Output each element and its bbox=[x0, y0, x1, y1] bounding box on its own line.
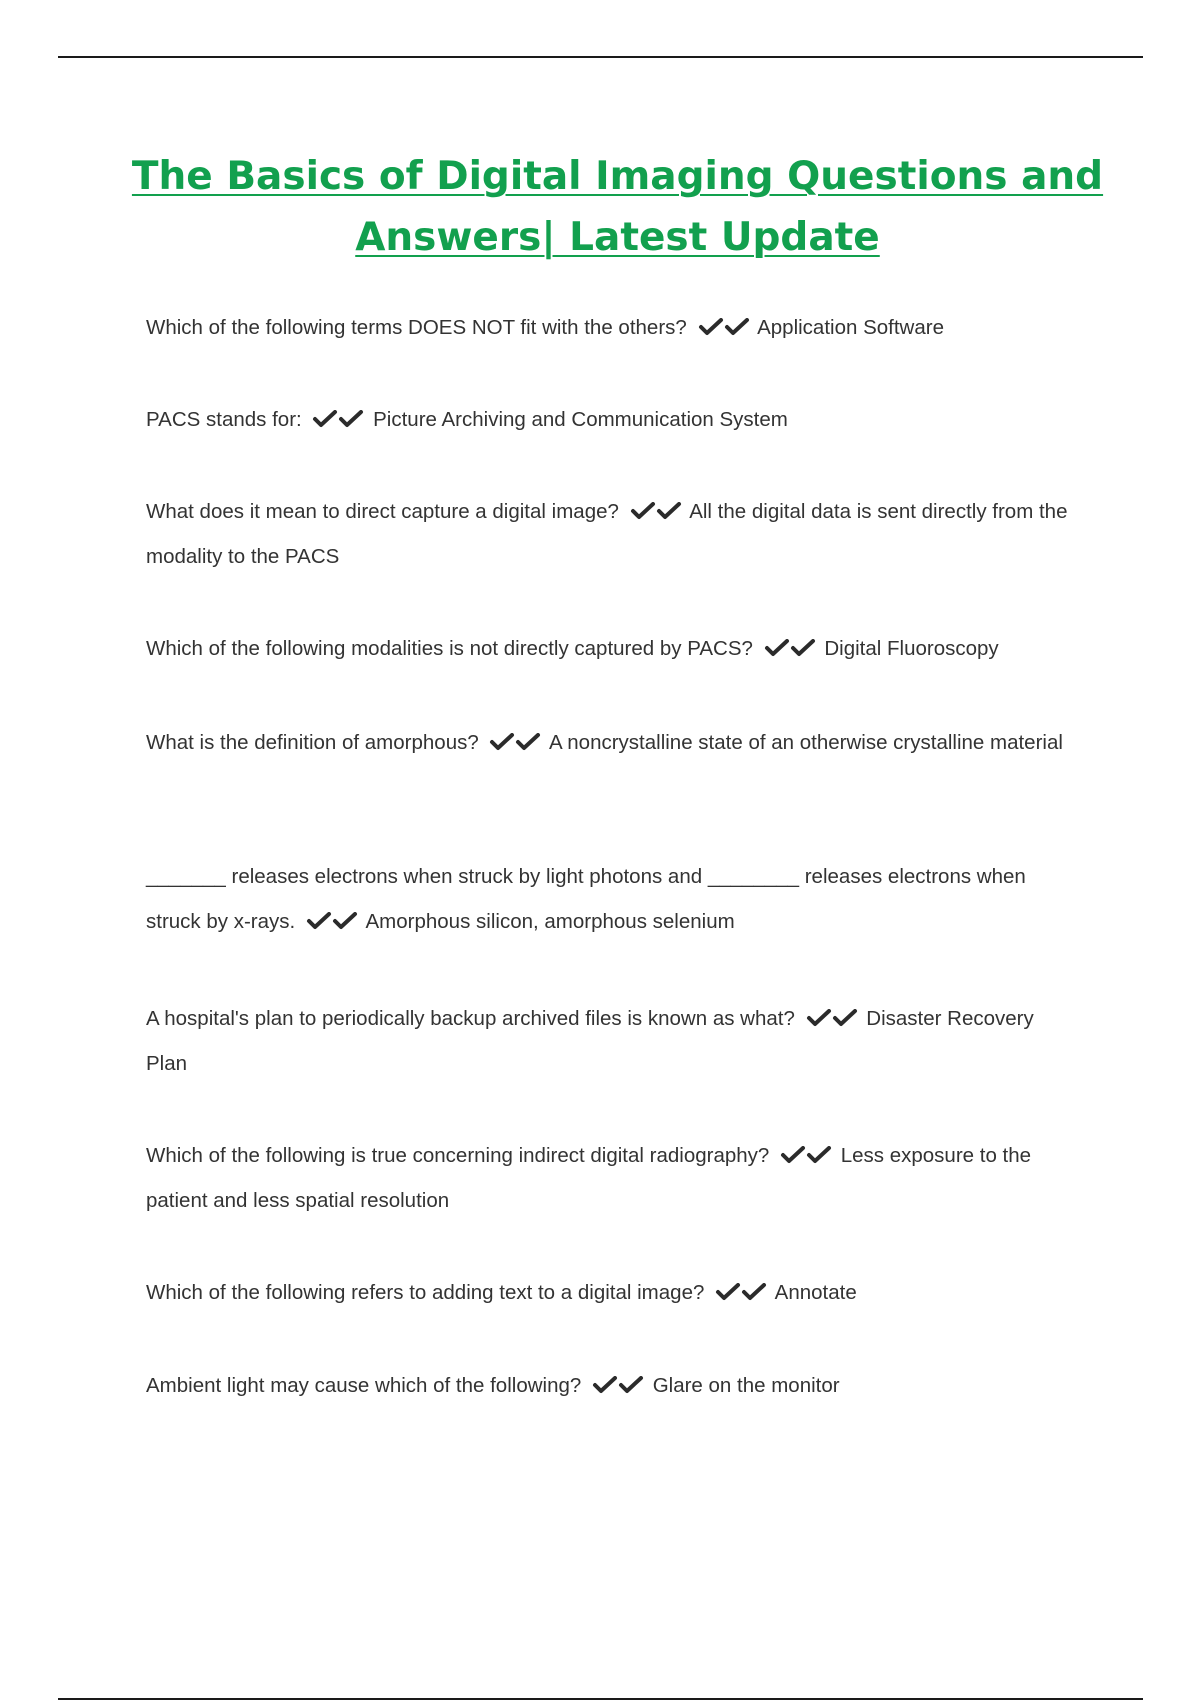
qa-item bbox=[146, 1270, 1076, 1315]
title-line-2: Answers| Latest Update bbox=[355, 215, 880, 260]
question-text: A hospital's plan to periodically backup archived files is known as what? bbox=[146, 1007, 795, 1030]
question-text: _______ releases electrons when struck by light photons and ________ releases electrons when struck by x-rays. bbox=[146, 865, 1026, 933]
check-icon bbox=[764, 639, 790, 657]
question-text: Which of the following refers to adding text to a digital image? bbox=[146, 1281, 705, 1304]
double-check bbox=[764, 626, 816, 671]
check-icon bbox=[806, 1009, 832, 1027]
check-icon bbox=[306, 912, 332, 930]
check-icon bbox=[698, 318, 724, 336]
check-icon bbox=[630, 502, 656, 520]
answer-text: Annotate bbox=[774, 1281, 857, 1304]
answer-text: All the digital data is sent directly from the modality to the PACS bbox=[146, 500, 1068, 568]
answer-text: Application Software bbox=[757, 316, 944, 339]
answer-text: Picture Archiving and Communication System bbox=[373, 408, 788, 431]
answer-text: Less exposure to the patient and less spatial resolution bbox=[146, 1144, 1032, 1212]
page-title bbox=[110, 146, 1125, 268]
question-text: Which of the following is true concerning indirect digital radiography? bbox=[146, 1144, 770, 1167]
answer-text: A noncrystalline state of an otherwise crystalline material bbox=[549, 731, 1063, 754]
check-icon bbox=[806, 1146, 832, 1164]
question-text: PACS stands for: bbox=[146, 408, 302, 431]
top-rule bbox=[58, 56, 1143, 58]
qa-item bbox=[146, 854, 1076, 944]
check-icon bbox=[724, 318, 750, 336]
qa-item bbox=[146, 1133, 1076, 1223]
double-check bbox=[630, 489, 682, 534]
question-text: Which of the following modalities is not directly captured by PACS? bbox=[146, 637, 753, 660]
check-icon bbox=[656, 502, 682, 520]
title-line-1: The Basics of Digital Imaging Questions and bbox=[131, 154, 1104, 199]
question-text: Which of the following terms DOES NOT fit with the others? bbox=[146, 316, 687, 339]
double-check bbox=[592, 1363, 644, 1408]
qa-item bbox=[146, 626, 1076, 671]
qa-item bbox=[146, 397, 1076, 442]
qa-item bbox=[146, 489, 1076, 579]
question-text: Ambient light may cause which of the following? bbox=[146, 1374, 582, 1397]
qa-item bbox=[146, 996, 1076, 1086]
double-check bbox=[312, 397, 364, 442]
check-icon bbox=[780, 1146, 806, 1164]
check-icon bbox=[832, 1009, 858, 1027]
double-check bbox=[306, 899, 358, 944]
qa-item bbox=[146, 305, 1076, 350]
check-icon bbox=[618, 1376, 644, 1394]
check-icon bbox=[592, 1376, 618, 1394]
check-icon bbox=[489, 733, 515, 751]
check-icon bbox=[515, 733, 541, 751]
question-text: What is the definition of amorphous? bbox=[146, 731, 479, 754]
answer-text: Disaster Recovery Plan bbox=[146, 1007, 1034, 1075]
double-check bbox=[698, 305, 750, 350]
double-check bbox=[806, 996, 858, 1041]
answer-text: Glare on the monitor bbox=[652, 1374, 840, 1397]
double-check bbox=[715, 1270, 767, 1315]
double-check bbox=[489, 720, 541, 765]
check-icon bbox=[312, 410, 338, 428]
check-icon bbox=[332, 912, 358, 930]
qa-item bbox=[146, 1363, 1076, 1408]
check-icon bbox=[338, 410, 364, 428]
question-text: What does it mean to direct capture a digital image? bbox=[146, 500, 619, 523]
check-icon bbox=[715, 1283, 741, 1301]
qa-item bbox=[146, 720, 1076, 765]
check-icon bbox=[790, 639, 816, 657]
check-icon bbox=[741, 1283, 767, 1301]
answer-text: Amorphous silicon, amorphous selenium bbox=[365, 910, 735, 933]
double-check bbox=[780, 1133, 832, 1178]
answer-text: Digital Fluoroscopy bbox=[824, 637, 999, 660]
